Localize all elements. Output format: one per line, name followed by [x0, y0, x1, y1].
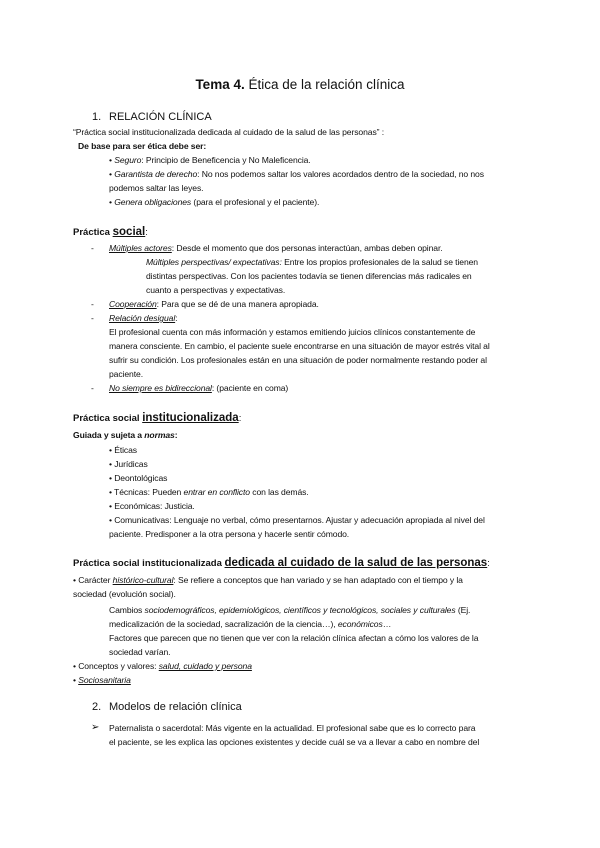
section-2-heading: [92, 700, 242, 714]
term: Múltiples perspectivas/ expectativas:: [146, 257, 282, 267]
emphasis: institucionalizada: [142, 412, 239, 424]
term: Seguro: [114, 155, 142, 165]
prefix: •: [73, 675, 79, 685]
suffix: con las demás.: [249, 487, 309, 497]
norma-item: • Jurídicas: [109, 459, 148, 469]
text: : Principio de Beneficencia y No Maleficencia.: [141, 155, 311, 165]
conceptos-line: [73, 661, 252, 672]
perspectives-line: cuanto a perspectivas y expectativas.: [146, 285, 286, 295]
factores-line: sociedad varían.: [109, 647, 171, 657]
dash-bullet: -: [91, 313, 94, 323]
base-intro: De base para ser ética debe ser:: [78, 141, 207, 151]
prefix: • Carácter: [73, 575, 113, 585]
suffix: …: [382, 619, 392, 629]
term: Cooperación: [109, 299, 157, 309]
emphasis: social: [112, 226, 146, 238]
text: : Desde el momento que dos personas interactúan, ambas deben opinar.: [171, 243, 443, 253]
document-title: [0, 77, 600, 92]
title-number: Tema 4.: [195, 77, 245, 92]
norma-item: • Económicas: Justicia.: [109, 501, 195, 511]
text: : No nos podemos saltar los valores acordados dentro de la sociedad, no nos: [197, 169, 484, 179]
prefix: medicalización de la sociedad, sacralización de la ciencia…),: [109, 619, 338, 629]
desigual-line: paciente.: [109, 369, 143, 379]
arrow-bullet-icon: ➢: [91, 722, 100, 733]
prefix: Guiada y sujeta a: [73, 430, 145, 440]
section-number: 1.: [92, 111, 102, 123]
social-item: [109, 243, 443, 254]
subheading-social: [73, 226, 148, 239]
normas-intro: [73, 430, 178, 441]
suffix: : Se refiere a conceptos que han variado y se han adaptado con el tiempo y la: [173, 575, 463, 585]
emphasis: sociodemográficos, epidemiológicos, científicos y tecnológicos, sociales y culturales: [144, 605, 456, 615]
text: Entre los propios profesionales de la salud se tienen: [281, 257, 478, 267]
section-title: RELACIÓN CLÍNICA: [109, 111, 212, 123]
emphasis: económicos: [337, 619, 383, 629]
suffix: :: [145, 227, 148, 238]
norma-item: • Deontológicas: [109, 473, 168, 483]
subheading-dedicada: [73, 557, 490, 570]
subheading-institucionalizada: [73, 412, 241, 425]
prefix: Práctica social: [73, 413, 143, 424]
suffix: :: [487, 558, 490, 569]
perspectives-line: [146, 257, 478, 268]
definition-quote: “Práctica social institucionalizada dedicada al cuidado de la salud de las personas” :: [73, 127, 384, 137]
text: (para el profesional y el paciente).: [191, 197, 320, 207]
section-title: Modelos de relación clínica: [109, 701, 242, 713]
caracter-cont: sociedad (evolución social).: [73, 589, 176, 599]
base-item: • Seguro: Principio de Beneficencia y No Maleficencia.: [109, 155, 311, 165]
norma-item: • Comunicativas: Lenguaje no verbal, cómo presentarnos. Ajustar y adecuación apropiada al nivel del: [109, 515, 485, 525]
emphasis: histórico-cultural: [112, 575, 174, 585]
caracter-line: [73, 575, 463, 586]
text: : (paciente en coma): [211, 383, 289, 393]
social-item: [109, 299, 319, 310]
emphasis: normas: [144, 430, 175, 440]
prefix: Práctica: [73, 227, 113, 238]
cambios-cont: [109, 619, 391, 630]
dash-bullet: -: [91, 383, 94, 393]
prefix: • Conceptos y valores:: [73, 661, 159, 671]
term: Genera obligaciones: [114, 197, 192, 207]
emphasis: entrar en conflicto: [183, 487, 250, 497]
norma-item: [109, 487, 309, 498]
suffix: :: [238, 413, 242, 424]
cambios-line: [109, 605, 470, 616]
dash-bullet: -: [91, 299, 94, 309]
perspectives-line: distintas perspectivas. Con los pacientes todavía se tienen diferencias más radicales en: [146, 271, 472, 281]
suffix: (Ej.: [455, 605, 471, 615]
term: Múltiples actores: [109, 243, 172, 253]
social-item: [109, 313, 177, 324]
term: Relación desigual: [109, 313, 176, 323]
base-item: • Garantista de derecho: No nos podemos saltar los valores acordados dentro de la sociedad, no nos: [109, 169, 484, 179]
factores-line: Factores que parecen que no tienen que ver con la relación clínica afectan a cómo los valores de la: [109, 633, 479, 643]
section-number: 2.: [92, 701, 102, 713]
dash-bullet: -: [91, 243, 94, 253]
modelo-line: el paciente, se les explica las opciones existentes y decide cuál se va a llevar a cabo en nombre del: [109, 737, 480, 747]
desigual-line: manera consciente. En cambio, el paciente suele encontrarse en una situación de mayor estrés vital al: [109, 341, 490, 351]
norma-item-cont: paciente. Predisponer a la otra persona y hacerle sentir cómodo.: [109, 529, 350, 539]
title-text: Ética de la relación clínica: [244, 77, 405, 92]
social-item: [109, 383, 288, 394]
text: : Para que se dé de una manera apropiada.: [156, 299, 319, 309]
emphasis: dedicada al cuidado de la salud de las personas: [224, 557, 488, 569]
section-1-heading: [92, 110, 212, 124]
suffix: :: [174, 430, 178, 440]
desigual-line: El profesional cuenta con más información y estamos emitiendo juicios clínicos constantemente de: [109, 327, 476, 337]
prefix: Cambios: [109, 605, 145, 615]
term: Garantista de derecho: [114, 169, 198, 179]
prefix: Práctica social institucionalizada: [73, 558, 225, 569]
base-item-cont: podemos saltar las leyes.: [109, 183, 204, 193]
prefix: • Técnicas: Pueden: [109, 487, 184, 497]
norma-item: • Éticas: [109, 445, 137, 455]
text: :: [175, 313, 178, 323]
emphasis: salud, cuidado y persona: [158, 661, 252, 671]
term: No siempre es bidireccional: [109, 383, 212, 393]
emphasis: Sociosanitaria: [78, 675, 131, 685]
modelo-line: Paternalista o sacerdotal: Más vigente en la actualidad. El profesional sabe que es lo correcto para: [109, 723, 476, 733]
sociosanitaria-line: [73, 675, 131, 686]
desigual-line: sufrir su condición. Los profesionales están en una situación de poder normalmente restando poder al: [109, 355, 487, 365]
base-item: • Genera obligaciones (para el profesional y el paciente).: [109, 197, 320, 207]
